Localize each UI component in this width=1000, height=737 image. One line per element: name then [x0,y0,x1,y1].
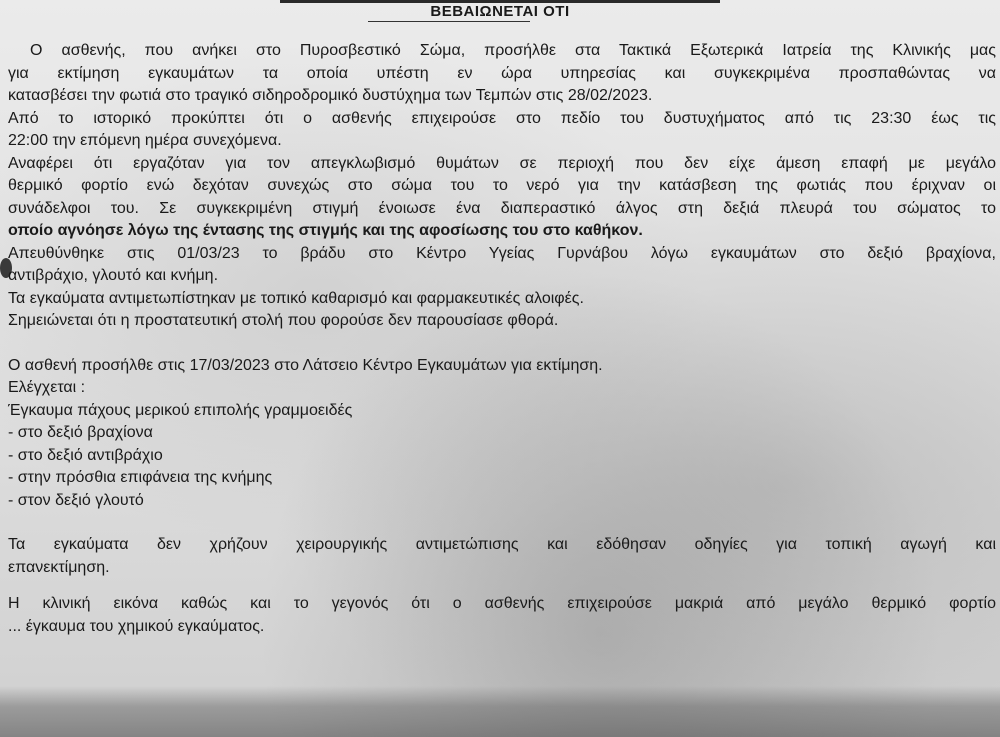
paragraph-line: αντιβράχιο, γλουτό και κνήμη. [8,267,219,284]
page-title: ΒΕΒΑΙΩΝΕΤΑΙ ΟΤΙ [430,3,570,20]
list-item: - στο δεξιό βραχίονα [8,424,153,441]
document-header [0,0,1000,22]
paragraph-line: για εκτίμηση εγκαυμάτων τα οποία υπέστη εν ώρα υπηρεσίας και συγκεκριμένα προσπαθώντας να [8,64,996,82]
paragraph-line: Αναφέρει ότι εργαζόταν για τον απεγκλωβισμό θυμάτων σε περιοχή που δεν είχε άμεση επαφή με μεγάλο [8,154,996,172]
paragraph-line: 22:00 την επόμενη ημέρα συνεχόμενα. [8,132,282,149]
paragraph-line: Σημειώνεται ότι η προστατευτική στολή που φορούσε δεν παρουσίασε φθορά. [8,312,559,329]
list-item: - στο δεξιό αντιβράχιο [8,446,163,464]
title-underline [368,21,530,22]
paragraph-line: Ο ασθενή προσήλθε στις 17/03/2023 στο Λάτσειο Κέντρο Εγκαυμάτων για εκτίμηση. [8,356,603,374]
scan-shadow [0,686,1000,737]
paragraph-line: οποίο αγνόησε λόγω της έντασης της στιγμής και της αφοσίωσης του στο καθήκον. [8,222,643,239]
list-item: - στον δεξιό γλουτό [8,491,144,509]
list-item: - στην πρόσθια επιφάνεια της κνήμης [8,469,273,486]
paragraph-line: Από το ιστορικό προκύπτει ότι ο ασθενής επιχειρούσε στο πεδίο του δυστυχήματος από τις 23:30 έως τις [8,109,996,127]
document-body [8,40,996,638]
paragraph-line: Ο ασθενής, που ανήκει στο Πυροσβεστικό Σώμα, προσήλθε στα Τακτικά Εξωτερικά Ιατρεία της Κλινικής μας [30,42,996,59]
paragraph-line: Τα εγκαύματα αντιμετωπίστηκαν με τοπικό καθαρισμό και φαρμακευτικές αλοιφές. [8,289,584,307]
paragraph-line: κατασβέσει την φωτιά στο τραγικό σιδηροδρομικό δυστύχημα των Τεμπών στις 28/02/2023. [8,87,653,104]
paragraph-line: Έγκαυμα πάχους μερικού επιπολής γραμμοειδές [8,401,353,419]
spacer [8,512,996,534]
paragraph-line: επανεκτίμηση. [8,558,110,576]
paragraph-line: συνάδελφοι του. Σε συγκεκριμένη στιγμή ένοιωσε ένα διαπεραστικό άλγος στη δεξιά πλευρά του σώματος το [8,199,996,217]
paragraph-line: Τα εγκαύματα δεν χρήζουν χειρουργικής αντιμετώπισης και εδόθησαν οδηγίες για τοπική αγωγή και [8,536,996,553]
paragraph-line: θερμικό φορτίο ενώ δεχόταν συνεχώς στο σώμα του το νερό για την κατάσβεση της φωτιάς που έριχναν οι [8,177,996,194]
paragraph-line: Ελέγχεται : [8,379,86,396]
spacer [8,579,996,593]
spacer [8,333,996,355]
paragraph-line: Απευθύνθηκε στις 01/03/23 το βράδυ στο Κέντρο Υγείας Γυρνάβου λόγω εγκαυμάτων στο δεξιό βραχίονα, [8,244,996,262]
paragraph-line: Η κλινική εικόνα καθώς και το γεγονός ότι ο ασθενής επιχειρούσε μακριά από μεγάλο θερμικό φορτίο [8,595,996,612]
paragraph-line: ... έγκαυμα του χημικού εγκαύματος. [8,617,265,635]
